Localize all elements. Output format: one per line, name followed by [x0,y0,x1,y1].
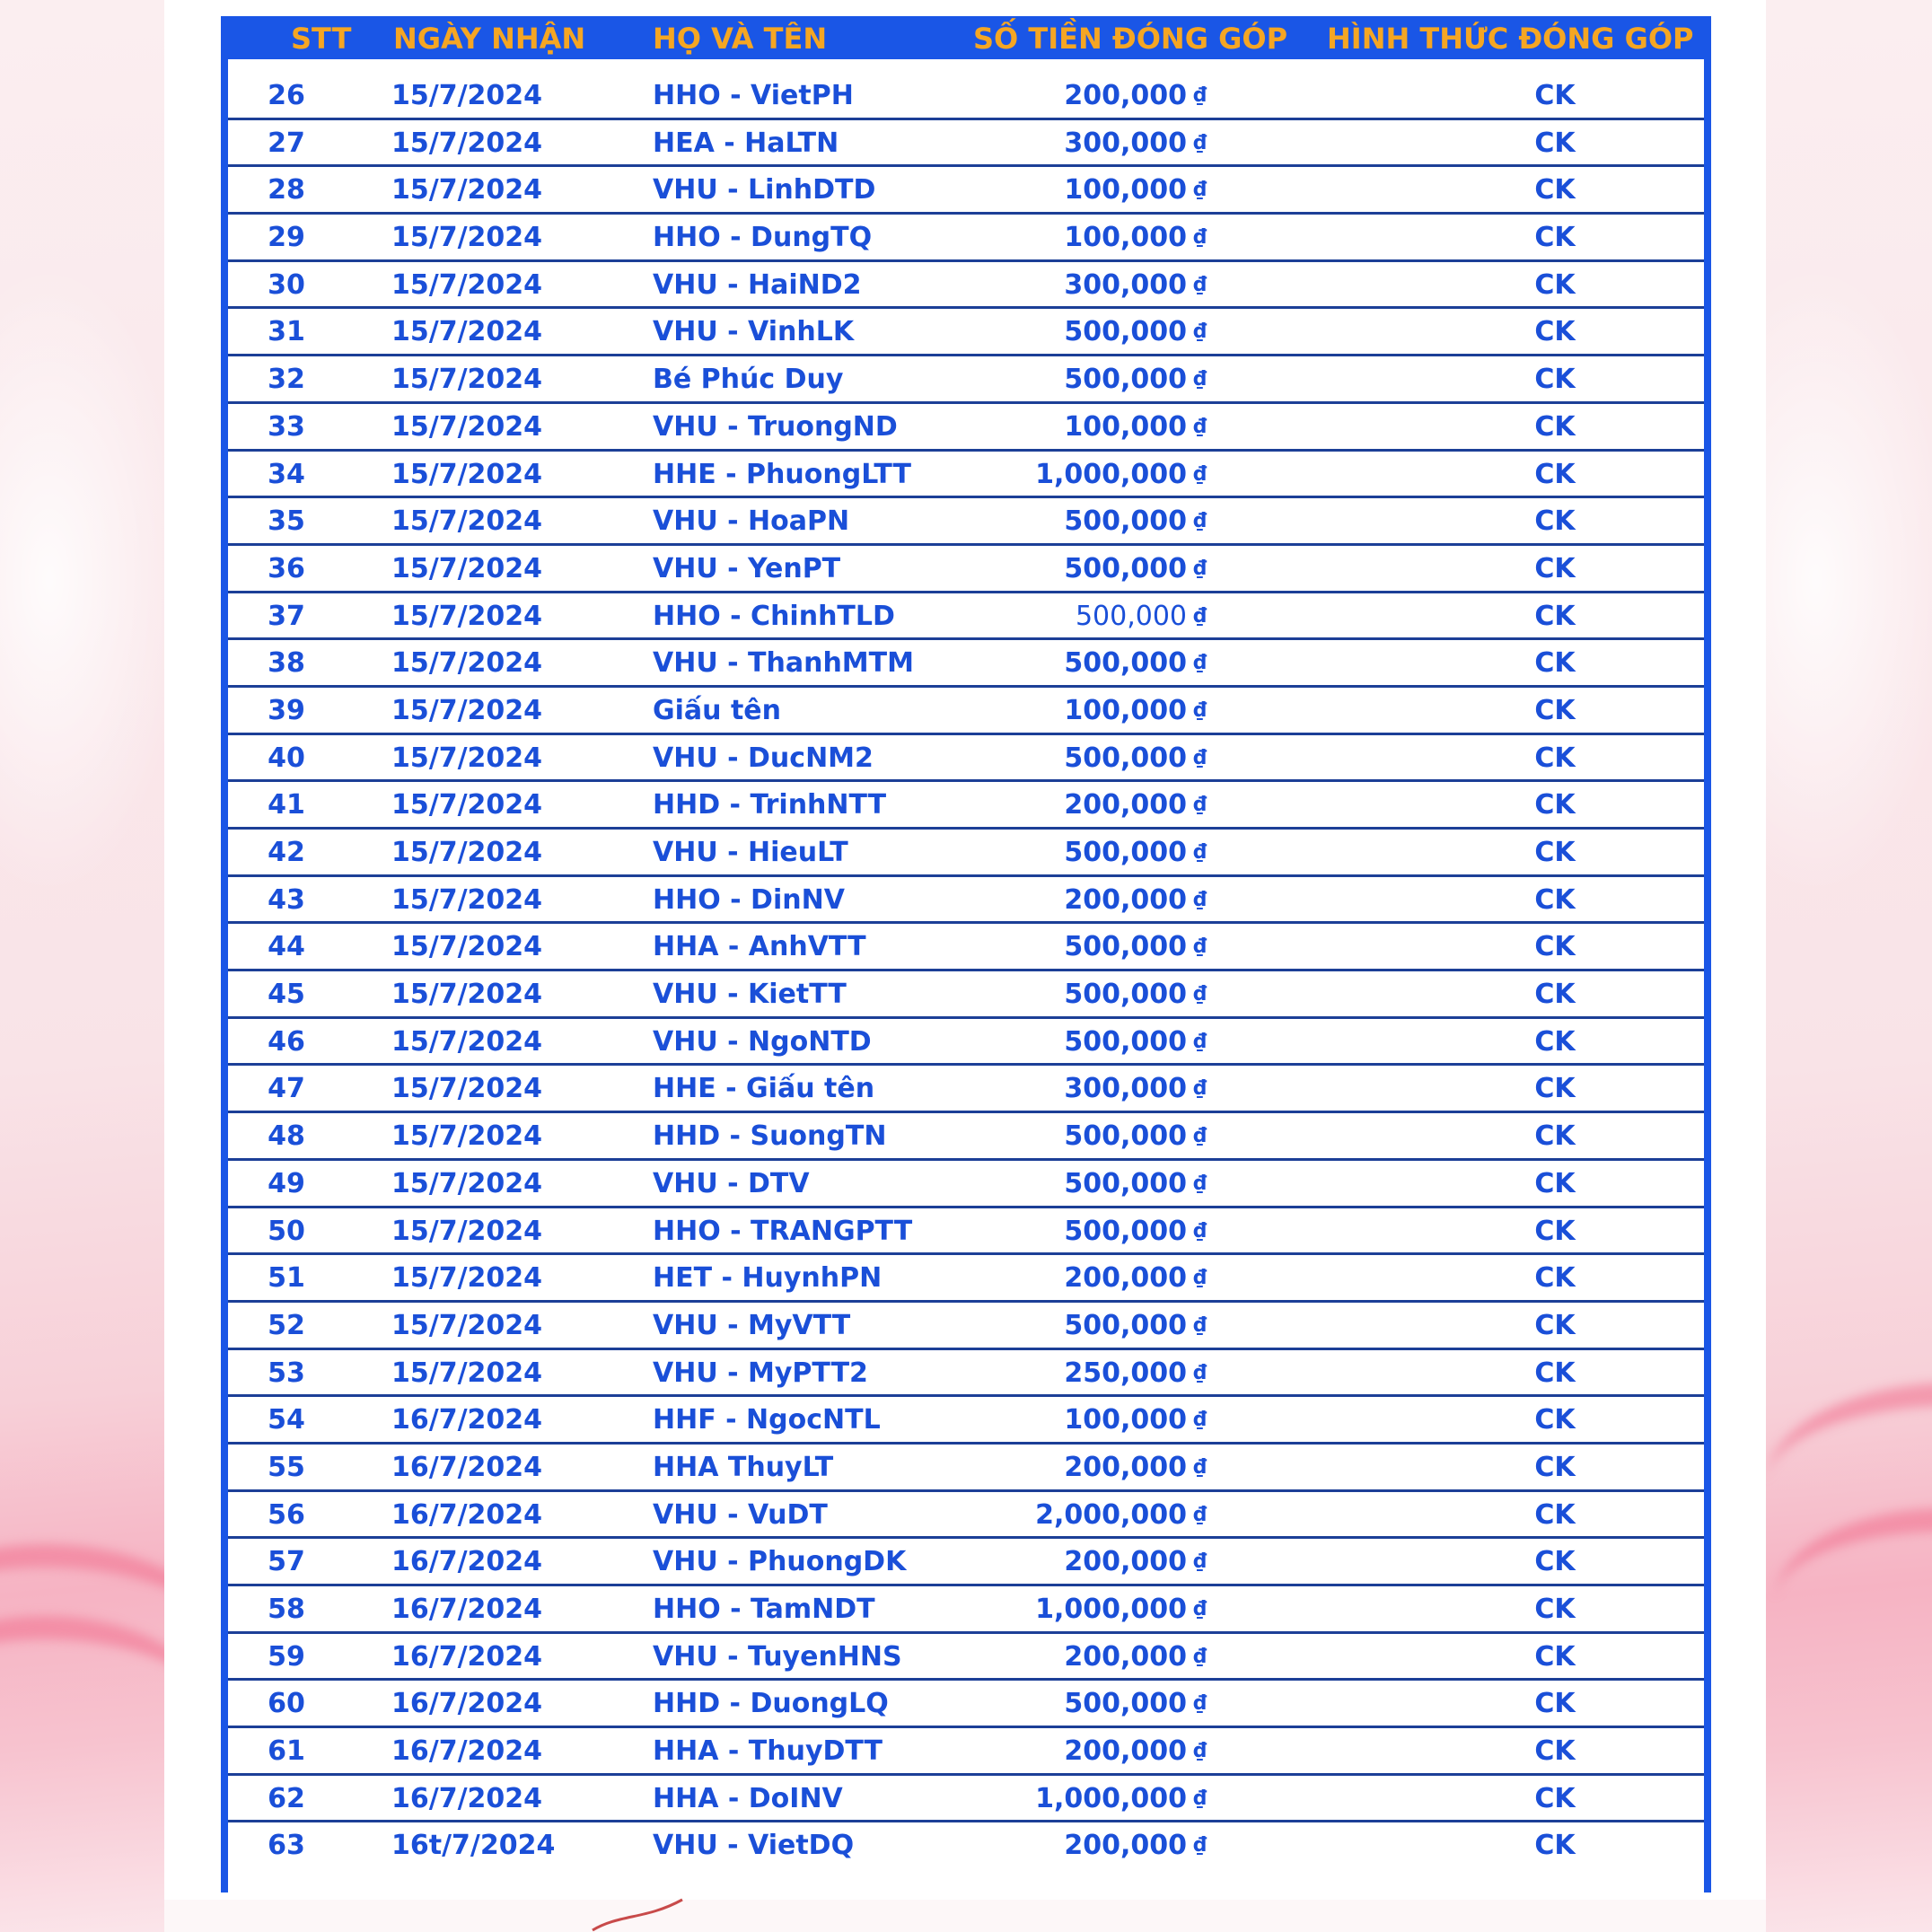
row-date: 15/7/2024 [391,127,543,159]
row-date: 15/7/2024 [391,1167,543,1199]
row-name: VHU - MyVTT [653,1309,851,1341]
row-amount: 500,000 [1064,1120,1187,1153]
table-row [228,1397,1704,1445]
currency-symbol: ₫ [1193,1219,1208,1243]
currency-symbol: ₫ [1193,1550,1208,1574]
row-name: VHU - VuDT [653,1498,828,1531]
row-date: 15/7/2024 [391,552,543,584]
currency-symbol: ₫ [1193,510,1208,533]
row-date: 15/7/2024 [391,979,543,1011]
row-date: 15/7/2024 [391,742,543,774]
row-date: 15/7/2024 [391,410,543,443]
table-row [228,498,1704,546]
row-date: 16/7/2024 [391,1594,543,1625]
currency-symbol: ₫ [1193,841,1208,864]
row-name: HHO - VietPH [653,80,854,111]
row-method: CK [1534,1782,1576,1814]
row-method: CK [1534,1215,1576,1247]
row-stt: 60 [268,1688,305,1720]
table-row [228,167,1704,215]
table-row [228,215,1704,262]
row-stt: 53 [268,1357,305,1389]
table-row [228,1161,1704,1208]
row-name: HHO - TamNDT [653,1594,875,1625]
row-amount: 1,000,000 [1035,1594,1187,1625]
currency-symbol: ₫ [1193,935,1208,959]
row-stt: 45 [268,979,305,1011]
row-name: VHU - TuyenHNS [653,1640,902,1673]
row-amount: 200,000 [1064,1262,1187,1295]
row-stt: 33 [268,410,305,443]
row-stt: 30 [268,268,305,301]
row-name: VHU - HoaPN [653,505,850,538]
row-stt: 52 [268,1309,305,1341]
currency-symbol: ₫ [1193,983,1208,1006]
row-amount: 200,000 [1064,1830,1187,1862]
row-amount: 500,000 [1075,600,1187,632]
row-stt: 50 [268,1215,305,1247]
row-name: VHU - DTV [653,1167,810,1199]
currency-symbol: ₫ [1193,1692,1208,1716]
table-row [228,452,1704,499]
row-amount: 500,000 [1064,316,1187,348]
row-amount: 300,000 [1064,127,1187,159]
row-stt: 28 [268,174,305,206]
row-name: HET - HuynhPN [653,1262,883,1295]
row-stt: 35 [268,505,305,538]
row-date: 15/7/2024 [391,789,543,821]
currency-symbol: ₫ [1193,131,1208,154]
currency-symbol: ₫ [1193,226,1208,250]
row-stt: 36 [268,552,305,584]
row-method: CK [1534,647,1576,680]
row-stt: 39 [268,694,305,726]
currency-symbol: ₫ [1193,557,1208,580]
row-date: 16/7/2024 [391,1640,543,1673]
currency-symbol: ₫ [1193,1455,1208,1479]
table-row [228,640,1704,688]
row-amount: 500,000 [1064,1025,1187,1058]
row-stt: 57 [268,1546,305,1578]
row-name: HHA - AnhVTT [653,931,866,963]
row-name: HHO - DungTQ [653,222,873,254]
header-amount: SỐ TIỀN ĐÓNG GÓP [973,22,1288,56]
row-amount: 100,000 [1064,694,1187,726]
row-date: 15/7/2024 [391,1357,543,1389]
row-method: CK [1534,364,1576,396]
row-amount: 500,000 [1064,364,1187,396]
row-name: HHA ThuyLT [653,1451,834,1483]
header-date: NGÀY NHẬN [393,22,586,56]
table-header [228,16,1704,59]
row-name: HHD - TrinhNTT [653,789,887,821]
row-stt: 31 [268,316,305,348]
currency-symbol: ₫ [1193,321,1208,344]
row-method: CK [1534,742,1576,774]
row-stt: 48 [268,1120,305,1153]
row-method: CK [1534,979,1576,1011]
row-amount: 100,000 [1064,174,1187,206]
row-method: CK [1534,316,1576,348]
row-date: 15/7/2024 [391,222,543,254]
currency-symbol: ₫ [1193,1598,1208,1620]
row-date: 15/7/2024 [391,931,543,963]
table-row [228,1255,1704,1303]
row-amount: 500,000 [1064,742,1187,774]
row-date: 16t/7/2024 [391,1830,556,1862]
currency-symbol: ₫ [1193,1787,1208,1810]
currency-symbol: ₫ [1193,1030,1208,1053]
table-row [228,1822,1704,1870]
table-row [228,262,1704,310]
row-date: 15/7/2024 [391,837,543,868]
row-method: CK [1534,458,1576,490]
currency-symbol: ₫ [1193,1125,1208,1148]
row-name: HHF - NgocNTL [653,1404,881,1436]
table-row [228,1445,1704,1492]
row-stt: 58 [268,1594,305,1625]
row-name: VHU - NgoNTD [653,1025,872,1058]
currency-symbol: ₫ [1193,462,1208,486]
row-date: 15/7/2024 [391,1215,543,1247]
row-amount: 1,000,000 [1035,458,1187,490]
row-stt: 42 [268,837,305,868]
table-row [228,1303,1704,1350]
row-method: CK [1534,80,1576,111]
row-method: CK [1534,1594,1576,1625]
row-method: CK [1534,1640,1576,1673]
currency-symbol: ₫ [1193,698,1208,722]
table-row [228,120,1704,168]
row-name: VHU - LinhDTD [653,174,876,206]
row-method: CK [1534,1262,1576,1295]
decorative-curve [584,1896,691,1932]
row-amount: 200,000 [1064,80,1187,111]
row-method: CK [1534,1546,1576,1578]
donation-table [221,16,1711,1892]
row-name: HHE - PhuongLTT [653,458,911,490]
row-name: HHD - SuongTN [653,1120,887,1153]
row-date: 16/7/2024 [391,1546,543,1578]
row-amount: 500,000 [1064,647,1187,680]
table-row [228,735,1704,783]
row-name: HHA - ThuyDTT [653,1735,883,1768]
currency-symbol: ₫ [1193,604,1208,628]
row-amount: 100,000 [1064,410,1187,443]
currency-symbol: ₫ [1193,888,1208,911]
row-stt: 59 [268,1640,305,1673]
row-date: 16/7/2024 [391,1498,543,1531]
row-date: 16/7/2024 [391,1451,543,1483]
row-stt: 43 [268,883,305,916]
row-date: 15/7/2024 [391,174,543,206]
row-method: CK [1534,1025,1576,1058]
table-row [228,782,1704,830]
currency-symbol: ₫ [1193,1267,1208,1290]
currency-symbol: ₫ [1193,1313,1208,1337]
table-row [228,546,1704,593]
row-amount: 200,000 [1064,1546,1187,1578]
row-name: HHE - Giấu tên [653,1073,875,1105]
currency-symbol: ₫ [1193,1172,1208,1195]
currency-symbol: ₫ [1193,652,1208,675]
row-amount: 200,000 [1064,883,1187,916]
currency-symbol: ₫ [1193,746,1208,769]
currency-symbol: ₫ [1193,1077,1208,1101]
row-method: CK [1534,789,1576,821]
row-amount: 500,000 [1064,1688,1187,1720]
row-name: VHU - PhuongDK [653,1546,907,1578]
row-method: CK [1534,1830,1576,1862]
table-row [228,309,1704,356]
table-row [228,877,1704,925]
header-method: HÌNH THỨC ĐÓNG GÓP [1327,22,1694,56]
table-row [228,1586,1704,1634]
row-date: 15/7/2024 [391,694,543,726]
table-row [228,830,1704,877]
row-stt: 49 [268,1167,305,1199]
row-method: CK [1534,1167,1576,1199]
row-amount: 250,000 [1064,1357,1187,1389]
row-name: Giấu tên [653,694,781,726]
currency-symbol: ₫ [1193,179,1208,202]
row-stt: 51 [268,1262,305,1295]
currency-symbol: ₫ [1193,1645,1208,1668]
row-amount: 500,000 [1064,837,1187,868]
table-row [228,593,1704,641]
row-amount: 500,000 [1064,931,1187,963]
row-name: HEA - HaLTN [653,127,839,159]
row-name: VHU - TruongND [653,410,898,443]
table-row [228,971,1704,1019]
row-stt: 29 [268,222,305,254]
left-background [0,0,164,1932]
row-amount: 300,000 [1064,268,1187,301]
row-method: CK [1534,1404,1576,1436]
row-amount: 500,000 [1064,552,1187,584]
row-method: CK [1534,931,1576,963]
row-amount: 2,000,000 [1035,1498,1187,1531]
row-stt: 54 [268,1404,305,1436]
row-name: HHO - DinNV [653,883,845,916]
row-amount: 500,000 [1064,1309,1187,1341]
row-date: 15/7/2024 [391,600,543,632]
row-method: CK [1534,505,1576,538]
row-date: 15/7/2024 [391,268,543,301]
row-method: CK [1534,1451,1576,1483]
table-row [228,1208,1704,1256]
row-method: CK [1534,127,1576,159]
currency-symbol: ₫ [1193,415,1208,438]
table-row [228,1492,1704,1540]
table-row [228,1681,1704,1728]
row-name: VHU - HieuLT [653,837,848,868]
row-date: 15/7/2024 [391,1120,543,1153]
row-name: HHD - DuongLQ [653,1688,889,1720]
row-name: VHU - ThanhMTM [653,647,914,680]
row-stt: 55 [268,1451,305,1483]
row-stt: 47 [268,1073,305,1105]
row-stt: 40 [268,742,305,774]
row-name: VHU - HaiND2 [653,268,862,301]
row-method: CK [1534,694,1576,726]
row-method: CK [1534,837,1576,868]
row-stt: 56 [268,1498,305,1531]
row-stt: 32 [268,364,305,396]
row-amount: 100,000 [1064,222,1187,254]
row-name: VHU - KietTT [653,979,847,1011]
table-row [228,1113,1704,1161]
row-stt: 62 [268,1782,305,1814]
row-method: CK [1534,1498,1576,1531]
currency-symbol: ₫ [1193,273,1208,296]
bottom-strip [164,1900,1766,1932]
currency-symbol: ₫ [1193,1361,1208,1384]
row-method: CK [1534,1735,1576,1768]
table-row [228,1350,1704,1398]
row-date: 15/7/2024 [391,505,543,538]
row-amount: 500,000 [1064,505,1187,538]
row-amount: 200,000 [1064,1451,1187,1483]
table-row [228,1066,1704,1113]
row-amount: 200,000 [1064,1735,1187,1768]
row-method: CK [1534,1120,1576,1153]
row-name: VHU - MyPTT2 [653,1357,868,1389]
row-stt: 37 [268,600,305,632]
row-name: HHO - ChinhTLD [653,600,895,632]
row-method: CK [1534,268,1576,301]
row-date: 15/7/2024 [391,364,543,396]
row-amount: 500,000 [1064,1215,1187,1247]
row-amount: 300,000 [1064,1073,1187,1105]
row-date: 15/7/2024 [391,80,543,111]
row-method: CK [1534,410,1576,443]
row-stt: 44 [268,931,305,963]
currency-symbol: ₫ [1193,1740,1208,1763]
row-date: 15/7/2024 [391,1073,543,1105]
row-name: VHU - VietDQ [653,1830,855,1862]
header-name: HỌ VÀ TÊN [653,22,828,56]
row-method: CK [1534,222,1576,254]
table-row [228,1539,1704,1586]
row-date: 15/7/2024 [391,458,543,490]
table-row [228,924,1704,971]
row-date: 15/7/2024 [391,1025,543,1058]
currency-symbol: ₫ [1193,1503,1208,1526]
currency-symbol: ₫ [1193,84,1208,107]
table-row [228,1634,1704,1682]
table-body [228,73,1704,1870]
row-stt: 61 [268,1735,305,1768]
row-name: HHO - TRANGPTT [653,1215,913,1247]
right-background [1766,0,1932,1932]
row-date: 15/7/2024 [391,316,543,348]
row-stt: 46 [268,1025,305,1058]
table-row [228,1776,1704,1823]
row-date: 16/7/2024 [391,1404,543,1436]
row-amount: 1,000,000 [1035,1782,1187,1814]
currency-symbol: ₫ [1193,368,1208,391]
row-method: CK [1534,1357,1576,1389]
row-date: 15/7/2024 [391,883,543,916]
table-row [228,404,1704,452]
row-date: 16/7/2024 [391,1688,543,1720]
row-amount: 500,000 [1064,1167,1187,1199]
table-row [228,73,1704,120]
row-amount: 200,000 [1064,789,1187,821]
row-stt: 63 [268,1830,305,1862]
row-method: CK [1534,174,1576,206]
row-date: 15/7/2024 [391,647,543,680]
row-amount: 100,000 [1064,1404,1187,1436]
row-stt: 27 [268,127,305,159]
row-stt: 34 [268,458,305,490]
row-date: 16/7/2024 [391,1782,543,1814]
table-row [228,1728,1704,1776]
table-row [228,688,1704,735]
table-row [228,1019,1704,1067]
row-name: VHU - DucNM2 [653,742,874,774]
currency-symbol: ₫ [1193,794,1208,817]
row-method: CK [1534,883,1576,916]
row-stt: 26 [268,80,305,111]
row-method: CK [1534,1309,1576,1341]
row-name: VHU - YenPT [653,552,841,584]
currency-symbol: ₫ [1193,1409,1208,1432]
row-method: CK [1534,600,1576,632]
currency-symbol: ₫ [1193,1834,1208,1857]
row-method: CK [1534,1688,1576,1720]
row-amount: 500,000 [1064,979,1187,1011]
row-method: CK [1534,552,1576,584]
row-amount: 200,000 [1064,1640,1187,1673]
table-row [228,356,1704,404]
row-stt: 41 [268,789,305,821]
header-stt: STT [291,22,352,56]
row-stt: 38 [268,647,305,680]
row-name: HHA - DoINV [653,1782,843,1814]
row-date: 15/7/2024 [391,1262,543,1295]
row-date: 15/7/2024 [391,1309,543,1341]
row-method: CK [1534,1073,1576,1105]
row-date: 16/7/2024 [391,1735,543,1768]
row-name: Bé Phúc Duy [653,364,844,396]
row-name: VHU - VinhLK [653,316,855,348]
